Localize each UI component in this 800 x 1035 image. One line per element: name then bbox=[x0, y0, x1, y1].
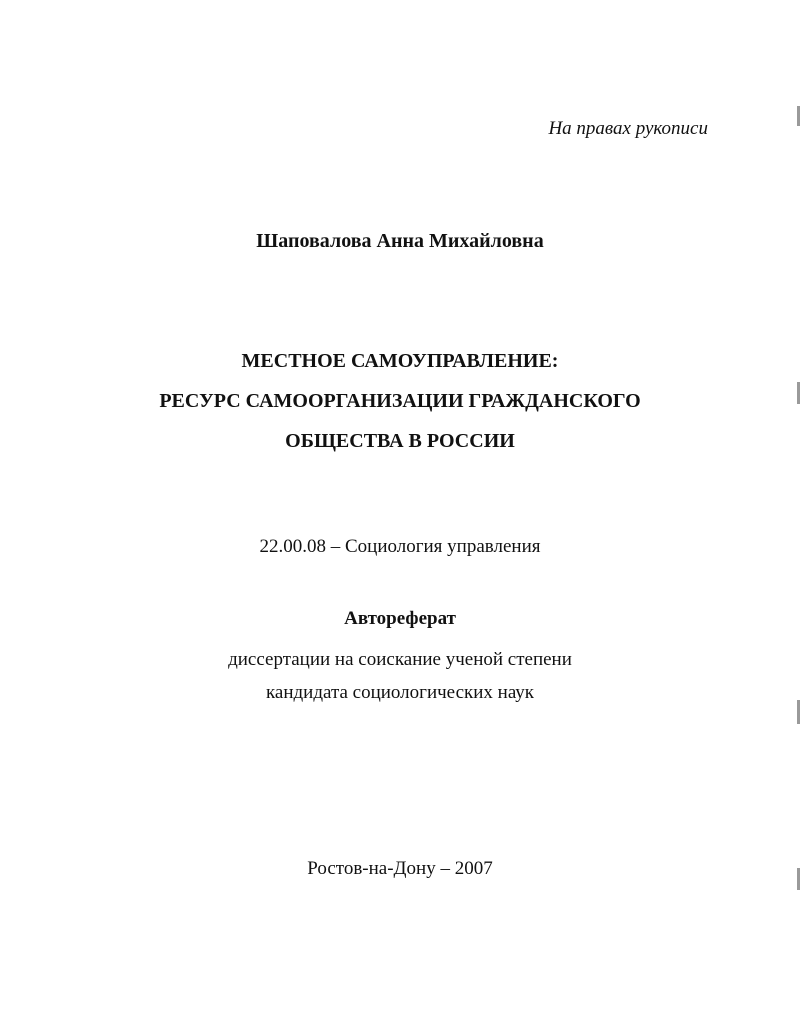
title-line-2: РЕСУРС САМООРГАНИЗАЦИИ ГРАЖДАНСКОГО bbox=[159, 390, 641, 412]
specialty-code: 22.00.08 – Социология управления bbox=[259, 536, 541, 557]
abstract-line-2: кандидата социологических наук bbox=[265, 682, 535, 703]
manuscript-rights-note: На правах рукописи bbox=[548, 118, 708, 139]
title-line-3: ОБЩЕСТВА В РОССИИ bbox=[285, 430, 515, 452]
abstract-heading: Автореферат bbox=[344, 608, 456, 629]
title-line-1: МЕСТНОЕ САМОУПРАВЛЕНИЕ: bbox=[241, 350, 559, 372]
author-name: Шаповалова Анна Михайловна bbox=[256, 230, 544, 252]
dissertation-title bbox=[0, 341, 800, 461]
abstract-line-1: диссертации на соискание ученой степени bbox=[228, 649, 572, 670]
abstract-description bbox=[0, 643, 800, 709]
place-and-year: Ростов-на-Дону – 2007 bbox=[307, 858, 493, 879]
